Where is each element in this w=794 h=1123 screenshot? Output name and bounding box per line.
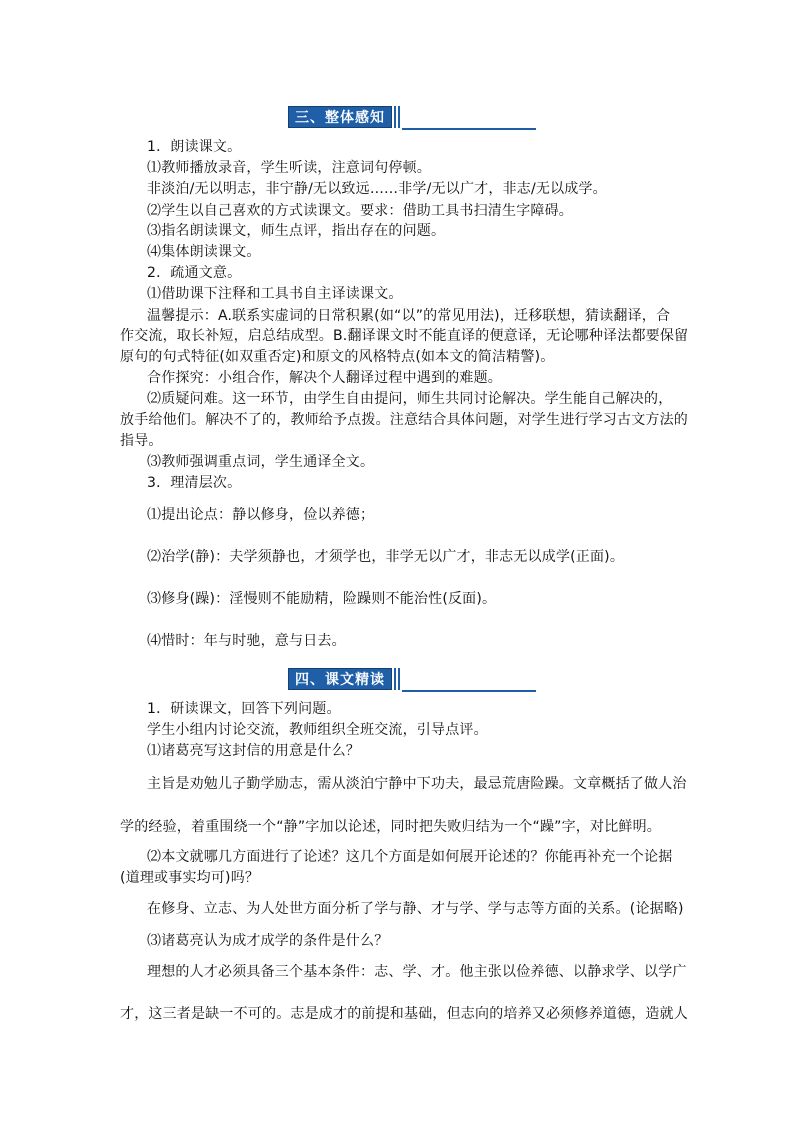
header-stripes (394, 668, 402, 690)
text-line: 理想的人才必须具备三个基本条件：志、学、才。他主张以俭养德、以静求学、以学广 (147, 964, 687, 980)
text-line: ⑴诸葛亮写这封信的用意是什么？ (147, 743, 360, 759)
text-line: 主旨是劝勉儿子勤学励志，需从淡泊宁静中下功夫，最忌荒唐险躁。文章概括了做人治 (147, 776, 687, 792)
text-line: 温馨提示：A.联系实虚词的日常积累(如“以”的常见用法)，迁移联想，猜读翻译，合 (147, 308, 671, 324)
text-line: ⑵质疑问难。这一环节，由学生自由提问，师生共同讨论解决。学生能自己解决的， (147, 391, 673, 407)
text-line: 学生小组内讨论交流，教师组织全班交流，引导点评。 (147, 722, 488, 738)
text-line: 1．朗读课文。 (147, 139, 242, 155)
text-line: ⑶教师强调重点词，学生通译全文。 (147, 454, 375, 470)
text-line: (道理或事实均可)吗？ (120, 870, 260, 886)
text-line: ⑵治学(静)：夫学须静也，才须学也，非学无以广才，非志无以成学(正面)。 (147, 549, 625, 565)
text-line: 作交流，取长补短，启总结成型。B.翻译课文时不能直译的便意译，无论哪种译法都要保留 (120, 328, 689, 344)
text-line: ⑶指名朗读课文，师生点评，指出存在的问题。 (147, 223, 446, 239)
header-rule (402, 128, 536, 130)
text-line: ⑴教师播放录音，学生听读，注意词句停顿。 (147, 160, 431, 176)
text-line: 1．研读课文，回答下列问题。 (147, 701, 341, 717)
text-line: ⑷惜时：年与时驰，意与日去。 (147, 633, 346, 649)
text-line: 放手给他们。解决不了的，教师给予点拨。注意结合具体问题，对学生进行学习古文方法的 (120, 412, 688, 428)
text-line: 指导。 (120, 433, 163, 449)
text-line: ⑵学生以自己喜欢的方式读课文。要求：借助工具书扫清生字障碍。 (147, 203, 573, 219)
text-line: ⑷集体朗读课文。 (147, 244, 261, 260)
text-line: 学的经验，着重围绕一个“静”字加以论述，同时把失败归结为一个“躁”字，对比鲜明。 (120, 819, 662, 835)
text-line: ⑶诸葛亮认为成才成学的条件是什么？ (147, 933, 389, 949)
section-title: 四、课文精读 (288, 668, 392, 690)
text-line: ⑶修身(躁)：淫慢则不能励精，险躁则不能治性(反面)。 (147, 591, 497, 607)
text-line: 合作探究：小组合作，解决个人翻译过程中遇到的难题。 (147, 370, 502, 386)
text-line: ⑴借助课下注释和工具书自主译读课文。 (147, 286, 403, 302)
text-line: 2．疏通文意。 (147, 265, 242, 281)
text-line: ⑵本文就哪几方面进行了论述？这几个方面是如何展开论述的？你能再补充一个论据 (147, 849, 673, 865)
section-header-close-reading (288, 668, 536, 690)
header-rule (402, 690, 536, 692)
text-line: ⑴提出论点：静以修身，俭以养德； (147, 507, 375, 523)
section-header-overall-perception (288, 106, 536, 128)
header-stripes (394, 106, 402, 128)
text-line: 非淡泊/无以明志，非宁静/无以致远……非学/无以广才，非志/无以成学。 (147, 181, 607, 197)
text-line: 3．理清层次。 (147, 475, 242, 491)
text-line: 才，这三者是缺一不可的。志是成才的前提和基础，但志向的培养又必须修养道德，造就人 (120, 1006, 688, 1022)
section-title: 三、整体感知 (288, 106, 392, 128)
text-line: 在修身、立志、为人处世方面分析了学与静、才与学、学与志等方面的关系。(论据略) (147, 901, 684, 917)
text-line: 原句的句式特征(如双重否定)和原文的风格特点(如本文的简洁精警)。 (120, 349, 555, 365)
